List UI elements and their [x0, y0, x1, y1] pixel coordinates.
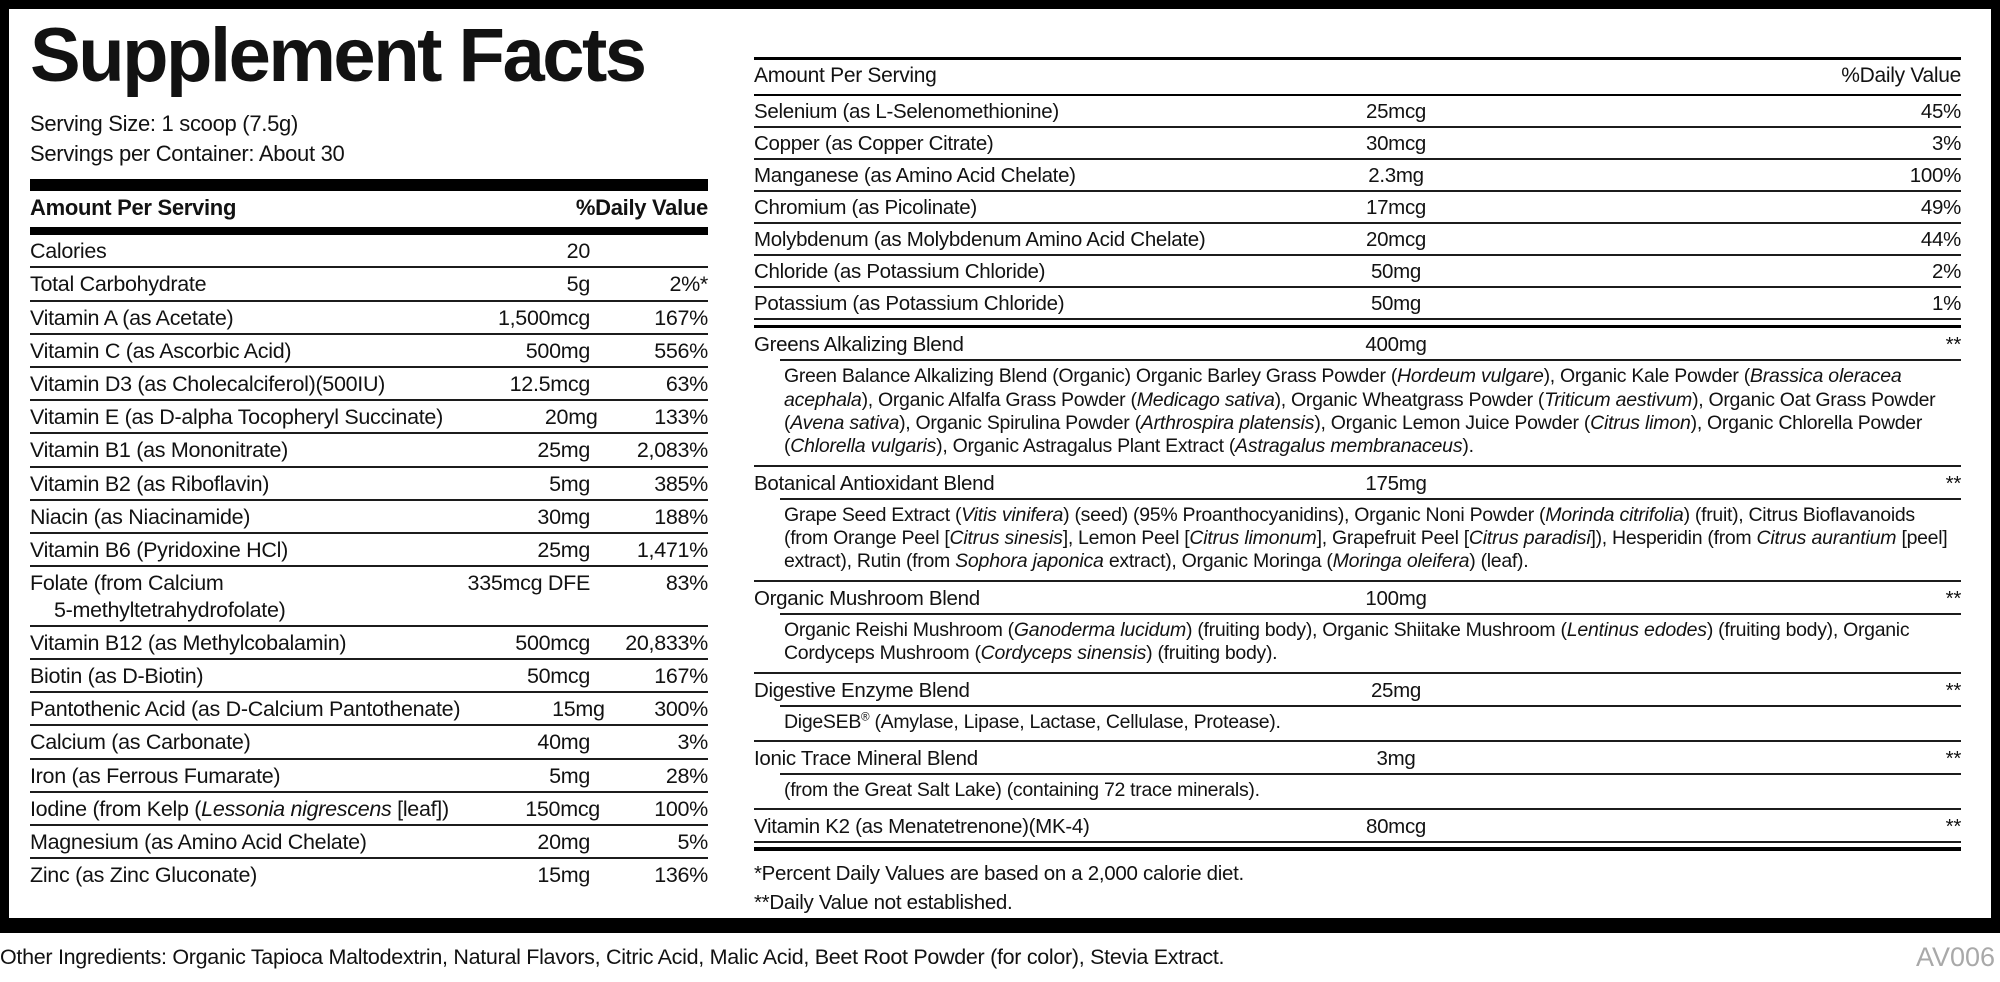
nutrient-amount: 50mg [1370, 292, 1422, 316]
nutrient-name: Selenium (as L-Selenomethionine) [754, 100, 1059, 124]
species-name: Avena sativa [790, 411, 900, 434]
nutrient-name: Organic Mushroom Blend [754, 586, 980, 610]
nutrient-name: Ionic Trace Mineral Blend [754, 747, 978, 771]
nutrient-name: Biotin (as D-Biotin) [30, 663, 204, 688]
nutrient-amount: 30mcg [1365, 132, 1427, 156]
nutrient-row [754, 256, 1961, 288]
nutrient-name: Magnesium (as Amino Acid Chelate) [30, 830, 367, 855]
not-established-footnote: **Daily Value not established. [754, 891, 1013, 915]
nutrient-dv: 1% [1931, 292, 1961, 316]
nutrient-name: Niacin (as Niacinamide) [30, 504, 251, 529]
nutrient-name: Zinc (as Zinc Gluconate) [30, 863, 257, 888]
registered-mark: ® [861, 710, 870, 724]
other-ingredients: Other Ingredients: Organic Tapioca Maltodextrin, Natural Flavors, Citric Acid, Malic Acid, Beet Root Powder (for color), Stevia Extract. [0, 945, 1225, 969]
nutrient-amount: 500mcg [515, 630, 590, 655]
nutrient-row [30, 501, 708, 534]
species-name: Arthrospira platensis [1140, 411, 1315, 434]
species-name: Lentinus edodes [1566, 618, 1707, 641]
nutrient-amount: 30mg [537, 504, 590, 529]
nutrient-amount: 100mg [1365, 586, 1427, 610]
nutrient-name: Total Carbohydrate [30, 272, 207, 297]
divider-bar [30, 179, 708, 191]
nutrient-name: Copper (as Copper Citrate) [754, 132, 994, 156]
species-name: Brassica oleracea acephala [784, 365, 1902, 411]
nutrient-amount: 17mcg [1365, 196, 1427, 220]
nutrient-dv: 167% [654, 663, 708, 688]
nutrient-row [30, 826, 708, 859]
nutrient-amount: 20mg [537, 830, 590, 855]
nutrient-amount: 500mg [525, 338, 590, 363]
serving-size: Serving Size: 1 scoop (7.5g) [30, 110, 298, 136]
nutrient-amount: 150mcg [525, 796, 600, 821]
nutrient-row [754, 742, 1961, 773]
nutrient-row [30, 627, 708, 660]
nutrient-amount: 1,500mcg [497, 305, 590, 330]
nutrient-row [754, 192, 1961, 224]
nutrient-dv: 385% [654, 471, 708, 496]
nutrient-amount: 25mg [1370, 678, 1422, 702]
nutrient-row [30, 726, 708, 759]
nutrient-name: Vitamin E (as D-alpha Tocopheryl Succinate) [30, 405, 443, 430]
nutrient-amount: 20mg [544, 405, 598, 430]
species-name: Chlorella vulgaris [790, 435, 937, 458]
nutrient-row [30, 859, 708, 890]
nutrient-row [30, 567, 708, 626]
nutrient-amount: 25mg [537, 538, 590, 563]
nutrient-amount: 50mcg [526, 663, 590, 688]
left-column [30, 9, 708, 918]
species-name: Citrus paradisi [1468, 527, 1591, 550]
nutrient-name: Chloride (as Potassium Chloride) [754, 260, 1046, 284]
nutrient-name: Vitamin B1 (as Mononitrate) [30, 438, 288, 463]
nutrient-name: Botanical Antioxidant Blend [754, 471, 995, 495]
species-name: Ganoderma lucidum [1013, 618, 1187, 641]
nutrient-dv: 83% [665, 571, 708, 596]
nutrient-row [30, 335, 708, 368]
nutrient-amount: 50mg [1370, 260, 1422, 284]
nutrient-dv: 556% [654, 338, 708, 363]
nutrient-dv: 133% [654, 405, 708, 430]
nutrient-row [754, 160, 1961, 192]
nutrient-name-line1: Folate (from Calcium [30, 571, 224, 596]
nutrient-dv: ** [1945, 678, 1961, 702]
nutrient-name: Pantothenic Acid (as D-Calcium Pantothenate) [30, 697, 461, 722]
footnotes [754, 859, 1961, 918]
nutrient-dv: 188% [654, 504, 708, 529]
nutrient-row [30, 235, 708, 268]
amount-per-serving-header: Amount Per Serving [30, 195, 237, 221]
nutrient-amount: 12.5mcg [509, 371, 590, 396]
nutrient-row [754, 582, 1961, 613]
nutrient-amount: 400mg [1365, 333, 1427, 357]
species-name: Citrus limon [1590, 411, 1691, 434]
species-name: Citrus limonum [1189, 527, 1317, 550]
nutrient-row [30, 760, 708, 793]
nutrient-amount: 80mcg [1365, 815, 1427, 839]
nutrient-name: Iron (as Ferrous Fumarate) [30, 763, 281, 788]
nutrient-dv: 49% [1920, 196, 1961, 220]
nutrient-row [754, 328, 1961, 359]
left-nutrient-rows [30, 235, 708, 890]
nutrient-dv: 20,833% [625, 630, 708, 655]
species-name: Moringa oleifera [1332, 550, 1470, 573]
species-name: Cordyceps sinensis [980, 642, 1147, 665]
divider-bar [754, 847, 1961, 850]
nutrient-dv: 28% [665, 763, 708, 788]
nutrient-row [30, 302, 708, 335]
nutrient-row [754, 674, 1961, 705]
nutrient-amount: 40mg [537, 730, 590, 755]
page-title: Supplement Facts [30, 13, 645, 98]
nutrient-dv: ** [1945, 333, 1961, 357]
nutrient-name: Vitamin K2 (as Menatetrenone)(MK-4) [754, 815, 1090, 839]
nutrient-dv: 63% [665, 371, 708, 396]
nutrient-dv: 167% [654, 305, 708, 330]
species-name: Vitis vinifera [961, 503, 1064, 526]
nutrient-row [754, 467, 1961, 498]
nutrient-amount: 3mg [1376, 747, 1416, 771]
nutrient-dv: 136% [654, 863, 708, 888]
nutrient-row [30, 401, 708, 434]
blend-description: Grape Seed Extract (Vitis vinifera) (seed) (95% Proanthocyanidins), Organic Noni Powder (Morinda citrifolia) (fruit), Citrus Bioflavanoids (from Orange Peel [Citrus sinesis], Lemon Peel [Citrus limonum], Grapefruit Peel [Citrus paradisi]), Hesperidin (from Citrus aurantium [peel] extract), Rutin (from Sophora japonica extract), Organic Moringa (Moringa oleifera) (leaf). [784, 503, 1948, 573]
nutrient-row [754, 128, 1961, 160]
nutrient-amount: 175mg [1365, 471, 1427, 495]
right-table-header [754, 60, 1961, 94]
nutrient-dv: 3% [677, 730, 708, 755]
nutrient-name: Vitamin B6 (Pyridoxine HCl) [30, 538, 288, 563]
nutrient-dv: 1,471% [636, 538, 708, 563]
nutrient-row [30, 534, 708, 567]
nutrient-name: Digestive Enzyme Blend [754, 678, 970, 702]
nutrient-row [30, 434, 708, 467]
species-name: Medicago sativa [1136, 388, 1275, 411]
nutrient-dv: ** [1945, 747, 1961, 771]
nutrient-amount: 15mg [552, 697, 605, 722]
left-table-header [30, 191, 708, 227]
species-name: Hordeum vulgare [1397, 365, 1544, 388]
nutrient-amount: 20 [566, 239, 590, 264]
nutrient-name: Vitamin A (as Acetate) [30, 305, 234, 330]
nutrient-name [30, 570, 425, 622]
nutrient-name-line2: 5-methyltetrahydrofolate) [54, 597, 286, 622]
nutrient-name: Vitamin B12 (as Methylcobalamin) [30, 630, 347, 655]
species-name: Triticum aestivum [1544, 388, 1693, 411]
nutrient-amount: 5g [566, 272, 590, 297]
nutrient-row [30, 368, 708, 401]
nutrient-dv: 44% [1920, 228, 1961, 252]
nutrient-name: Greens Alkalizing Blend [754, 333, 964, 357]
nutrient-dv: 2% [1931, 260, 1961, 284]
nutrient-dv: 2%* [669, 272, 708, 297]
nutrient-amount: 5mg [549, 471, 590, 496]
amount-per-serving-header: Amount Per Serving [754, 64, 937, 88]
nutrient-amount: 25mcg [1365, 100, 1427, 124]
nutrient-row [30, 268, 708, 301]
nutrient-dv: 100% [1909, 164, 1961, 188]
divider-bar [30, 227, 708, 235]
nutrient-name: Calcium (as Carbonate) [30, 730, 251, 755]
nutrient-dv: ** [1945, 471, 1961, 495]
blend-description: Green Balance Alkalizing Blend (Organic) Organic Barley Grass Powder (Hordeum vulgare), Organic Kale Powder (Brassica oleracea acephala), Organic Alfalfa Grass Powder (Medicago sativa), Organic Wheatgrass Powder (Triticum aestivum), Organic Oat Grass Powder (Avena sativa), Organic Spirulina Powder (Arthrospira platensis), Organic Lemon Juice Powder (Citrus limon), Organic Chlorella Powder (Chlorella vulgaris), Organic Astragalus Plant Extract (Astragalus membranaceus). [784, 365, 1936, 458]
species-name: Astragalus membranaceus [1235, 435, 1463, 458]
nutrient-name: Vitamin B2 (as Riboflavin) [30, 471, 270, 496]
separator-line [754, 841, 1961, 843]
nutrient-row [30, 693, 708, 726]
nutrient-name: Chromium (as Picolinate) [754, 196, 977, 220]
nutrient-dv: 5% [677, 830, 708, 855]
nutrient-dv: ** [1945, 815, 1961, 839]
nutrient-amount: 5mg [549, 763, 590, 788]
right-nutrient-rows [754, 96, 1961, 320]
nutrient-dv: ** [1945, 586, 1961, 610]
species-name: Citrus aurantium [1756, 527, 1897, 550]
nutrient-amount: 335mcg DFE [467, 571, 590, 596]
blend-sections [754, 328, 1961, 843]
label-footer [0, 933, 2000, 982]
nutrient-name: Vitamin D3 (as Cholecalciferol)(500IU) [30, 371, 386, 396]
nutrient-dv: 300% [654, 697, 708, 722]
nutrient-amount: 15mg [537, 863, 590, 888]
nutrient-dv: 2,083% [636, 438, 708, 463]
species-name: Citrus sinesis [949, 527, 1063, 550]
nutrient-row [754, 224, 1961, 256]
blend-description: (from the Great Salt Lake) (containing 72 trace minerals). [784, 779, 1260, 802]
nutrient-amount: 25mg [537, 438, 590, 463]
daily-value-header: %Daily Value [575, 195, 708, 221]
nutrient-name: Vitamin C (as Ascorbic Acid) [30, 338, 292, 363]
nutrient-name: Manganese (as Amino Acid Chelate) [754, 164, 1076, 188]
servings-per-container: Servings per Container: About 30 [30, 141, 345, 167]
species-name: Sophora japonica [955, 550, 1104, 573]
nutrient-name: Iodine (from Kelp (Lessonia nigrescens [leaf]) [30, 796, 449, 821]
nutrient-name: Potassium (as Potassium Chloride) [754, 292, 1065, 316]
nutrient-name: Calories [30, 239, 107, 264]
nutrient-row [30, 660, 708, 693]
nutrient-name: Molybdenum (as Molybdenum Amino Acid Chelate) [754, 228, 1206, 252]
nutrient-row [754, 288, 1961, 320]
blend-description: Organic Reishi Mushroom (Ganoderma lucidum) (fruiting body), Organic Shiitake Mushroom (Lentinus edodes) (fruiting body), Organic Cordyceps Mushroom (Cordyceps sinensis) (fruiting body). [784, 618, 1910, 665]
blend-description: DigeSEB® (Amylase, Lipase, Lactase, Cellulase, Protease). [784, 710, 1281, 733]
nutrient-row [30, 468, 708, 501]
percent-dv-footnote: *Percent Daily Values are based on a 2,000 calorie diet. [754, 861, 1244, 885]
nutrient-dv: 3% [1931, 132, 1961, 156]
nutrient-row [754, 96, 1961, 128]
nutrient-row [30, 793, 708, 826]
nutrient-amount: 20mcg [1365, 228, 1427, 252]
nutrient-dv: 45% [1920, 100, 1961, 124]
product-code: AV006 [1915, 942, 1995, 972]
nutrient-row [754, 810, 1961, 841]
nutrient-dv: 100% [654, 796, 708, 821]
daily-value-header: %Daily Value [1841, 64, 1961, 88]
species-name: Morinda citrifolia [1545, 503, 1684, 526]
species-name: Lessonia nigrescens [201, 796, 392, 821]
right-column [754, 9, 1961, 918]
nutrient-amount: 2.3mg [1368, 164, 1424, 188]
